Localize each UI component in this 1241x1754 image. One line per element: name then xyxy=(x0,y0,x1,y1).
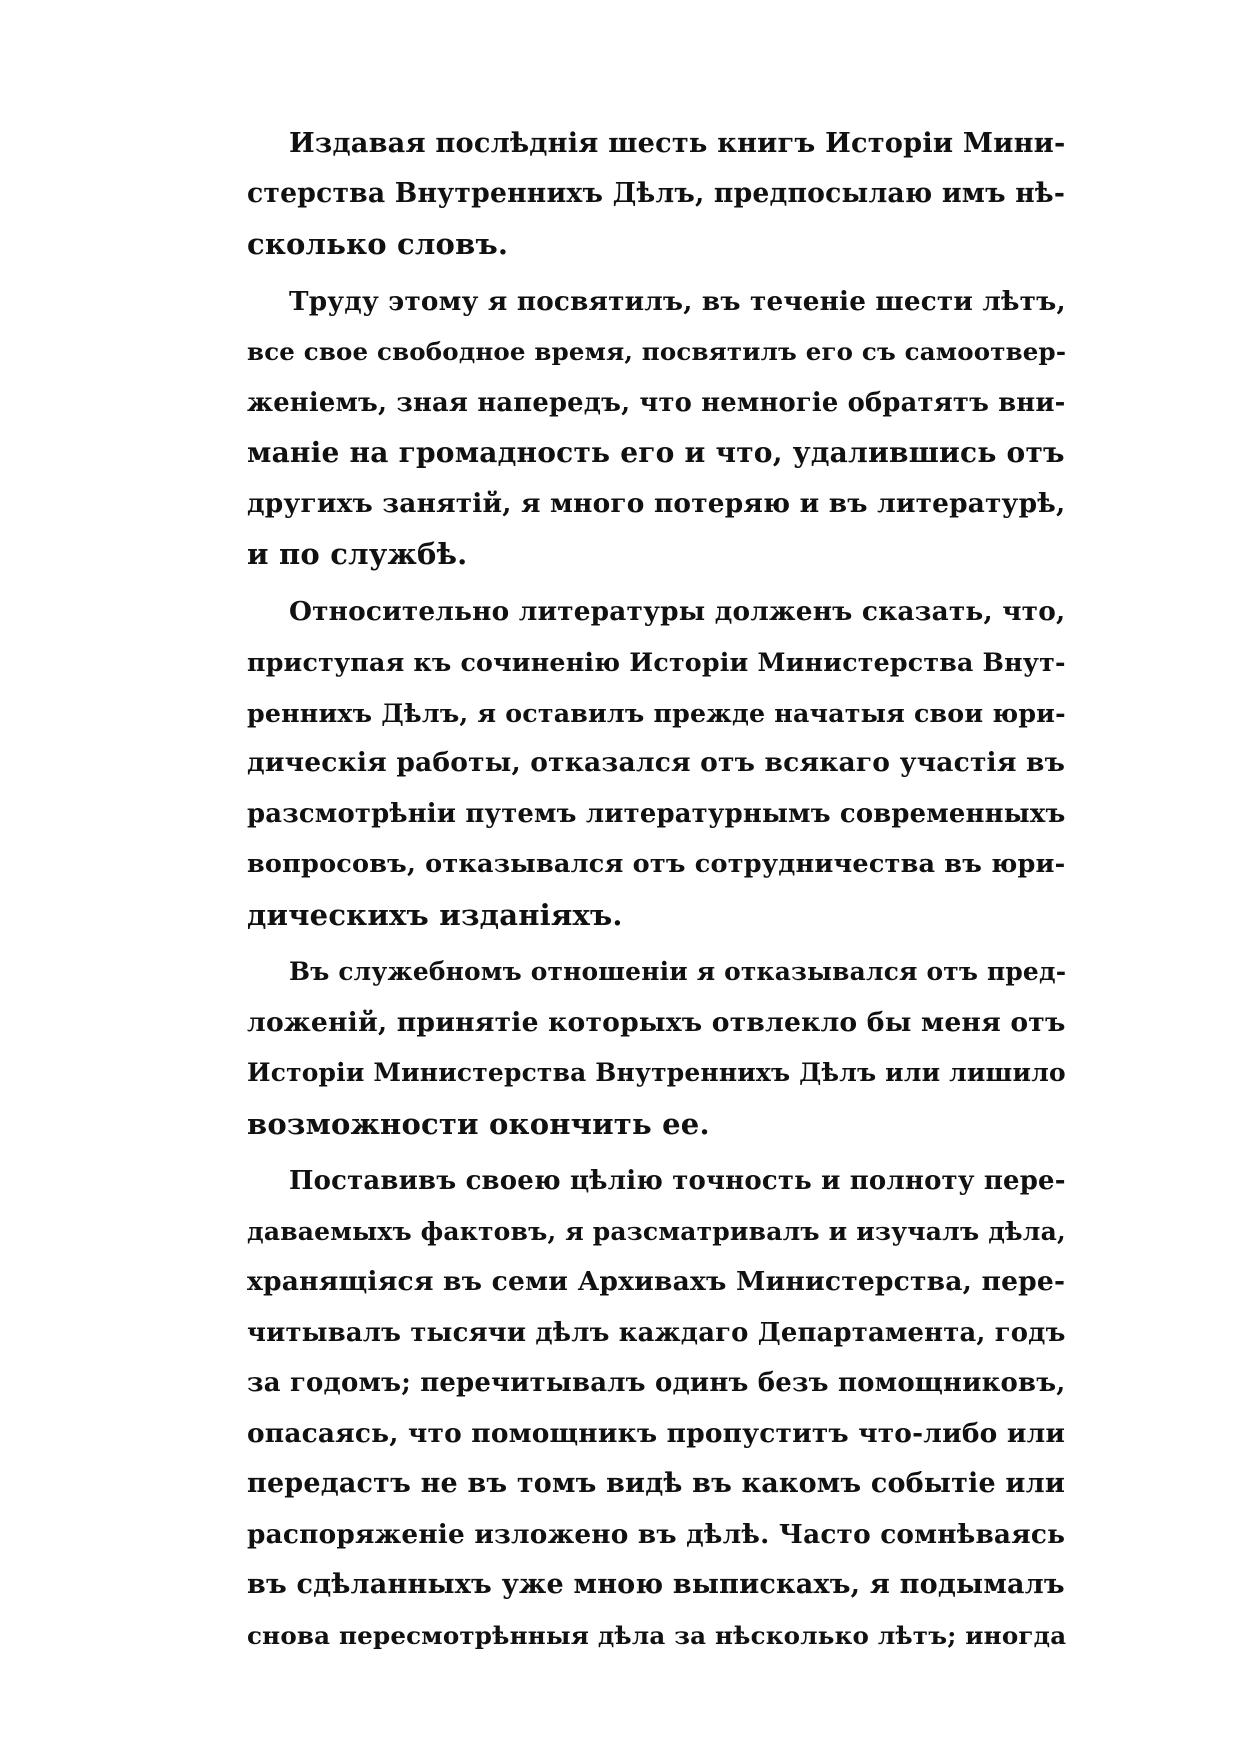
paragraph-2 xyxy=(205,277,1067,580)
text-line: реннихъ Дѣлъ, я оставилъ прежде начатыя свои юри- xyxy=(247,697,1066,728)
paragraph-1 xyxy=(205,118,1066,270)
text-line: другихъ занятій, я много потеряю и въ литературѣ, xyxy=(247,487,1066,519)
text-line: и по службѣ. xyxy=(247,537,468,571)
paragraph-5 xyxy=(205,1156,1067,1661)
document-page xyxy=(205,118,1067,1668)
text-line: опасаясь, что помощникъ пропуститъ что-либо или xyxy=(247,1417,1066,1449)
text-line: разсмотрѣніи путемъ литературнымъ современныхъ xyxy=(247,798,1066,829)
text-line: передастъ не въ томъ видѣ въ какомъ событіе или xyxy=(247,1468,1066,1499)
text-line: вопросовъ, отказывался отъ сотрудничества въ юри- xyxy=(247,849,1066,879)
text-line: снова пересмотрѣнныя дѣла за нѣсколько лѣтъ; иногда xyxy=(247,1620,1067,1650)
text-line: стерства Внутреннихъ Дѣлъ, предпосылаю имъ нѣ- xyxy=(247,177,1066,209)
text-line: хранящіяся въ семи Архивахъ Министерства, пере- xyxy=(247,1266,1066,1297)
text-line: сколько словъ. xyxy=(247,227,509,261)
text-line: за годомъ; перечитывалъ одинъ безъ помощниковъ, xyxy=(247,1368,1066,1398)
text-line: возможности окончить ее. xyxy=(247,1106,710,1141)
text-line: Издавая послѣднія шесть книгъ Исторіи Мини- xyxy=(289,127,1066,159)
text-line: распоряженіе изложено въ дѣлѣ. Часто сомнѣваясь xyxy=(247,1518,1066,1550)
paragraph-4 xyxy=(205,947,1067,1149)
text-line: въ сдѣланныхъ уже мною выпискахъ, я подымалъ xyxy=(247,1569,1065,1600)
text-line: приступая къ сочиненію Исторіи Министерства Внут- xyxy=(247,647,1066,677)
text-line: Относительно литературы долженъ сказать, что, xyxy=(289,595,1066,627)
text-line: дическія работы, отказался отъ всякаго участія въ xyxy=(247,747,1066,778)
text-line: читывалъ тысячи дѣлъ каждаго Департамента, годъ xyxy=(247,1317,1066,1348)
text-line: дическихъ изданіяхъ. xyxy=(247,897,623,932)
text-line: ложеній, принятіе которыхъ отвлекло бы меня отъ xyxy=(247,1006,1066,1038)
text-line: Исторіи Министерства Внутреннихъ Дѣлъ или лишило xyxy=(247,1058,1066,1087)
text-line: маніе на громадность его и что, удалившись отъ xyxy=(247,436,1065,469)
text-line: Поставивъ своею цѣлію точность и полноту пере- xyxy=(289,1166,1066,1196)
text-line: все свое свободное время, посвятилъ его съ самоотвер- xyxy=(247,337,1067,366)
paragraph-3 xyxy=(205,587,1066,941)
text-line: Труду этому я посвятилъ, въ теченіе шести лѣтъ, xyxy=(289,285,1066,317)
text-line: женіемъ, зная напередъ, что немногіе обратятъ вни- xyxy=(247,387,1066,418)
text-line: Въ служебномъ отношеніи я отказывался отъ пред- xyxy=(289,957,1067,986)
text-line: даваемыхъ фактовъ, я разсматривалъ и изучалъ дѣла, xyxy=(247,1216,1066,1246)
